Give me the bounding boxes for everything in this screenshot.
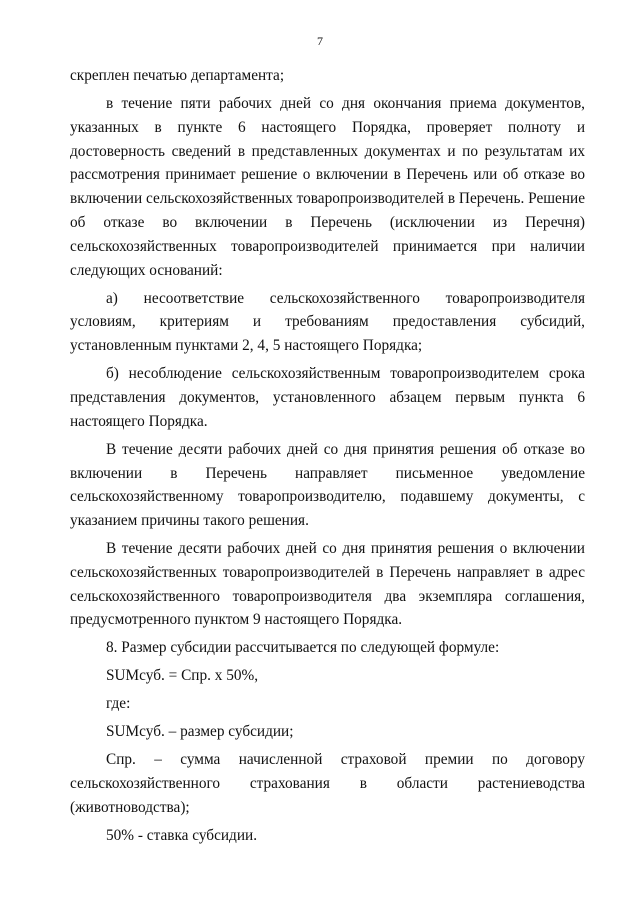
paragraph-sealed: скреплен печатью департамента; xyxy=(70,67,285,84)
page-number: 7 xyxy=(317,34,323,48)
formula-term-sum: SUMсуб. – размер субсидии; xyxy=(106,723,294,741)
paragraph-subsidy-size: 8. Размер субсидии рассчитывается по следующей формуле: xyxy=(106,639,500,657)
formula-where: где: xyxy=(106,695,131,713)
paragraph-refusal-notice: В течение десяти рабочих дней со дня принятия решения об отказе во включении в Перечень направляет письменное уведомление сельскохозяйственному товаропроизводителю, подавшему документы, с указанием причины такого решения. xyxy=(70,440,585,530)
formula: SUMсуб. = Спр. х 50%, xyxy=(106,667,259,685)
paragraph-review-period: в течение пяти рабочих дней со дня окончания приема документов, указанных в пункте 6 настоящего Порядка, проверяет полноту и достоверность сведений в представленных документах и по результатам их рассмотрения принимает решение о включении в Перечень или об отказе во включении сельскохозяйственных товаропроизводителей в Перечень. Решение об отказе во включении в Перечень (исключении из Перечня) сельскохозяйственных товаропроизводителей принимается при наличии следующих оснований: xyxy=(70,94,585,279)
paragraph-ground-a: а) несоответствие сельскохозяйственного товаропроизводителя условиям, критериям и требованиям предоставления субсидий, установленным пунктами 2, 4, 5 настоящего Порядка; xyxy=(70,289,585,355)
paragraph-ground-b: б) несоблюдение сельскохозяйственным товаропроизводителем срока представления документов, установленного абзацем первым пункта 6 настоящего Порядка. xyxy=(70,365,585,430)
formula-term-premium: Спр. – сумма начисленной страховой премии по договору сельскохозяйственного страхования в области растениеводства (животноводства); xyxy=(70,751,585,816)
document-body xyxy=(70,64,585,852)
paragraph-inclusion-notice: В течение десяти рабочих дней со дня принятия решения о включении сельскохозяйственных товаропроизводителей в Перечень направляет в адрес сельскохозяйственного товаропроизводителя два экземпляра соглашения, предусмотренного пунктом 9 настоящего Порядка. xyxy=(70,540,585,629)
formula-term-rate: 50% - ставка субсидии. xyxy=(106,826,258,844)
